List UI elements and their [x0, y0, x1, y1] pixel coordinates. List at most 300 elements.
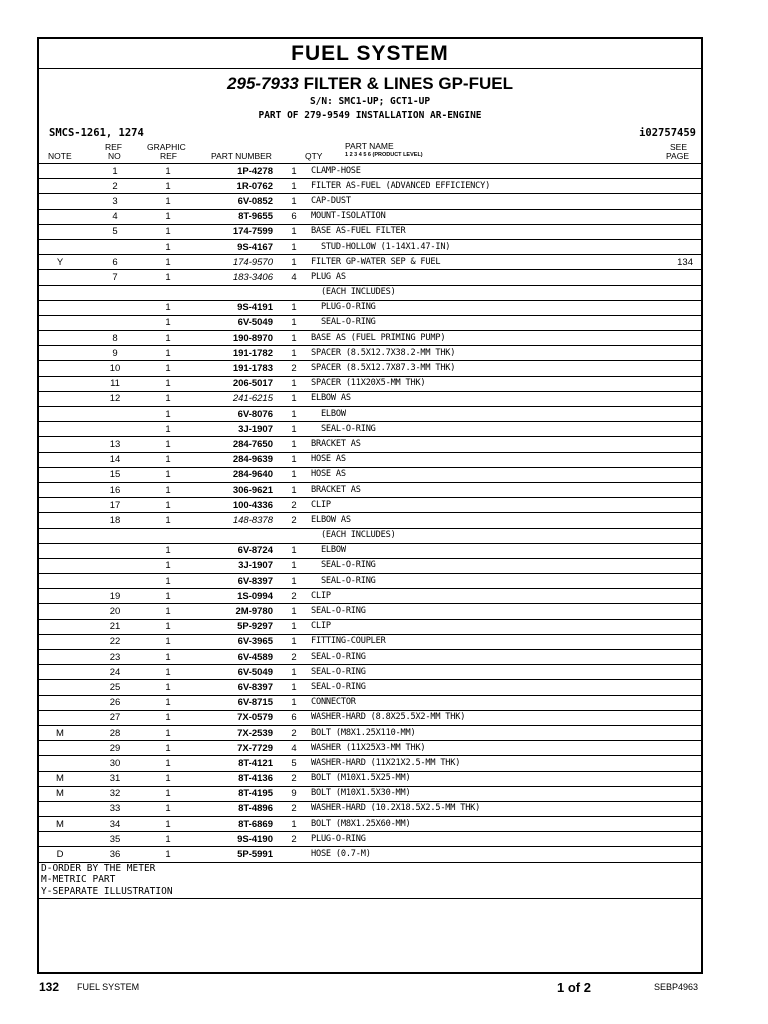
note-cell — [39, 695, 81, 710]
table-row — [39, 558, 701, 573]
part-name-cell: WASHER-HARD (10.2X18.5X2.5-MM THK) — [309, 801, 653, 816]
see-page-cell — [653, 467, 701, 482]
part-number-cell: 1S-0994 — [187, 589, 279, 604]
smcs-row — [39, 127, 701, 141]
see-page-cell — [653, 346, 701, 361]
ref-number-cell: 17 — [81, 498, 149, 513]
ref-number-cell — [81, 558, 149, 573]
part-name-cell: CLAMP-HOSE — [309, 164, 653, 179]
table-row — [39, 634, 701, 649]
part-number-cell: 284-7650 — [187, 437, 279, 452]
table-row — [39, 650, 701, 665]
quantity-cell: 1 — [279, 634, 309, 649]
part-number-cell — [187, 285, 279, 300]
ref-number-cell: 20 — [81, 604, 149, 619]
part-name-cell: STUD-HOLLOW (1-14X1.47-IN) — [309, 239, 653, 254]
quantity-cell: 1 — [279, 695, 309, 710]
note-cell — [39, 270, 81, 285]
part-name-cell: BASE AS-FUEL FILTER — [309, 224, 653, 239]
part-name-cell: CONNECTOR — [309, 695, 653, 710]
see-page-cell — [653, 391, 701, 406]
ref-number-cell: 30 — [81, 756, 149, 771]
see-page-cell — [653, 543, 701, 558]
see-page-cell — [653, 604, 701, 619]
part-number-cell: 8T-4136 — [187, 771, 279, 786]
quantity-cell: 1 — [279, 558, 309, 573]
part-number-cell: 6V-8724 — [187, 543, 279, 558]
part-name-cell: SEAL-O-RING — [309, 650, 653, 665]
page-footer — [37, 980, 703, 1000]
part-name-cell: ELBOW — [309, 543, 653, 558]
see-page-cell — [653, 331, 701, 346]
note-cell — [39, 194, 81, 209]
ref-number-cell: 29 — [81, 741, 149, 756]
quantity-cell: 1 — [279, 604, 309, 619]
part-name-cell: SEAL-O-RING — [309, 680, 653, 695]
part-number-cell: 6V-4589 — [187, 650, 279, 665]
graphic-ref-cell: 1 — [149, 604, 187, 619]
part-number-cell: 6V-5049 — [187, 665, 279, 680]
ref-number-cell: 21 — [81, 619, 149, 634]
see-page-cell — [653, 437, 701, 452]
see-page-cell — [653, 558, 701, 573]
ref-number-cell: 25 — [81, 680, 149, 695]
note-d: D-ORDER BY THE METER — [41, 862, 156, 874]
part-number-cell: 6V-8076 — [187, 407, 279, 422]
ref-number-cell: 6 — [81, 255, 149, 270]
note-cell — [39, 407, 81, 422]
note-cell — [39, 331, 81, 346]
col-note: NOTE — [48, 151, 72, 161]
quantity-cell — [279, 528, 309, 543]
graphic-ref-cell: 1 — [149, 695, 187, 710]
ref-number-cell: 10 — [81, 361, 149, 376]
ref-number-cell: 24 — [81, 665, 149, 680]
ref-number-cell: 36 — [81, 847, 149, 862]
note-cell — [39, 164, 81, 179]
col-ref-top: REF — [105, 142, 122, 152]
note-cell — [39, 498, 81, 513]
part-number-cell: 7X-0579 — [187, 710, 279, 725]
table-row — [39, 710, 701, 725]
ref-number-cell: 12 — [81, 391, 149, 406]
smcs-codes: SMCS-1261, 1274 — [49, 127, 144, 139]
see-page-cell — [653, 619, 701, 634]
part-number-cell: 174-9570 — [187, 255, 279, 270]
quantity-cell: 6 — [279, 710, 309, 725]
col-see-bottom: PAGE — [666, 151, 689, 161]
ref-number-cell: 31 — [81, 771, 149, 786]
note-cell: M — [39, 725, 81, 740]
ref-number-cell: 16 — [81, 482, 149, 497]
see-page-cell — [653, 224, 701, 239]
graphic-ref-cell: 1 — [149, 710, 187, 725]
page-number: 132 — [39, 980, 60, 994]
table-row — [39, 270, 701, 285]
see-page-cell — [653, 771, 701, 786]
graphic-ref-cell: 1 — [149, 725, 187, 740]
ref-number-cell: 23 — [81, 650, 149, 665]
part-name-cell: CLIP — [309, 498, 653, 513]
footer-section: FUEL SYSTEM — [77, 982, 140, 992]
part-name-cell: MOUNT-ISOLATION — [309, 209, 653, 224]
group-title — [39, 73, 701, 95]
part-number-cell: 3J-1907 — [187, 558, 279, 573]
see-page-cell — [653, 710, 701, 725]
ref-number-cell — [81, 528, 149, 543]
part-number-cell: 148-8378 — [187, 513, 279, 528]
see-page-cell — [653, 801, 701, 816]
graphic-ref-cell: 1 — [149, 665, 187, 680]
quantity-cell: 2 — [279, 650, 309, 665]
table-row — [39, 346, 701, 361]
table-row — [39, 179, 701, 194]
quantity-cell: 2 — [279, 725, 309, 740]
ref-number-cell — [81, 315, 149, 330]
quantity-cell: 2 — [279, 589, 309, 604]
table-row — [39, 437, 701, 452]
group-part-number: 295-7933 — [227, 74, 299, 93]
table-row — [39, 255, 701, 270]
quantity-cell: 1 — [279, 179, 309, 194]
note-cell: M — [39, 817, 81, 832]
note-cell — [39, 300, 81, 315]
note-cell — [39, 513, 81, 528]
note-cell — [39, 452, 81, 467]
see-page-cell — [653, 209, 701, 224]
see-page-cell — [653, 361, 701, 376]
graphic-ref-cell: 1 — [149, 270, 187, 285]
column-headers — [39, 141, 701, 164]
see-page-cell — [653, 513, 701, 528]
table-row — [39, 164, 701, 179]
note-cell — [39, 604, 81, 619]
part-name-cell: SPACER (11X20X5-MM THK) — [309, 376, 653, 391]
graphic-ref-cell: 1 — [149, 315, 187, 330]
part-number-cell: 1P-4278 — [187, 164, 279, 179]
part-name-cell: BOLT (M8X1.25X60-MM) — [309, 817, 653, 832]
table-row — [39, 224, 701, 239]
parts-page-frame — [37, 37, 703, 974]
graphic-ref-cell: 1 — [149, 255, 187, 270]
part-name-cell: WASHER-HARD (11X21X2.5-MM THK) — [309, 756, 653, 771]
note-cell — [39, 574, 81, 589]
quantity-cell: 1 — [279, 331, 309, 346]
table-row — [39, 300, 701, 315]
quantity-cell: 4 — [279, 741, 309, 756]
part-name-cell: BASE AS (FUEL PRIMING PUMP) — [309, 331, 653, 346]
part-number-cell: 8T-6869 — [187, 817, 279, 832]
note-cell — [39, 756, 81, 771]
table-row — [39, 376, 701, 391]
see-page-cell — [653, 847, 701, 862]
col-part-name: PART NAME — [345, 141, 394, 151]
quantity-cell: 1 — [279, 467, 309, 482]
table-row — [39, 665, 701, 680]
graphic-ref-cell: 1 — [149, 239, 187, 254]
note-cell — [39, 361, 81, 376]
col-ref-bottom: NO — [108, 151, 121, 161]
table-row — [39, 604, 701, 619]
quantity-cell: 1 — [279, 619, 309, 634]
quantity-cell: 1 — [279, 452, 309, 467]
page-title: FUEL SYSTEM — [39, 39, 701, 69]
note-cell: M — [39, 771, 81, 786]
table-row — [39, 832, 701, 847]
part-name-cell: ELBOW AS — [309, 513, 653, 528]
graphic-ref-cell — [149, 528, 187, 543]
part-name-cell: BOLT (M10X1.5X25-MM) — [309, 771, 653, 786]
graphic-ref-cell: 1 — [149, 422, 187, 437]
table-row — [39, 589, 701, 604]
part-name-cell: CLIP — [309, 589, 653, 604]
ref-number-cell: 8 — [81, 331, 149, 346]
quantity-cell — [279, 285, 309, 300]
part-number-cell: 6V-8397 — [187, 574, 279, 589]
quantity-cell: 2 — [279, 801, 309, 816]
part-number-cell: 284-9639 — [187, 452, 279, 467]
part-number-cell: 6V-0852 — [187, 194, 279, 209]
ref-number-cell — [81, 407, 149, 422]
part-name-cell: SEAL-O-RING — [309, 422, 653, 437]
ref-number-cell: 2 — [81, 179, 149, 194]
note-cell — [39, 741, 81, 756]
part-number-cell: 284-9640 — [187, 467, 279, 482]
note-cell — [39, 528, 81, 543]
note-cell — [39, 650, 81, 665]
graphic-ref-cell: 1 — [149, 331, 187, 346]
part-name-cell: SEAL-O-RING — [309, 315, 653, 330]
note-cell — [39, 619, 81, 634]
quantity-cell: 1 — [279, 543, 309, 558]
quantity-cell: 1 — [279, 817, 309, 832]
part-of-line: PART OF 279-9549 INSTALLATION AR-ENGINE — [258, 110, 482, 121]
quantity-cell: 1 — [279, 407, 309, 422]
quantity-cell: 1 — [279, 482, 309, 497]
part-number-cell: 9S-4167 — [187, 239, 279, 254]
table-row — [39, 498, 701, 513]
table-row — [39, 361, 701, 376]
note-cell — [39, 801, 81, 816]
note-cell — [39, 179, 81, 194]
col-part-number: PART NUMBER — [211, 151, 272, 161]
see-page-cell — [653, 179, 701, 194]
graphic-ref-cell: 1 — [149, 771, 187, 786]
quantity-cell: 1 — [279, 255, 309, 270]
part-number-cell: 6V-3965 — [187, 634, 279, 649]
see-page-cell — [653, 300, 701, 315]
ref-number-cell: 14 — [81, 452, 149, 467]
graphic-ref-cell: 1 — [149, 437, 187, 452]
note-cell — [39, 239, 81, 254]
see-page-cell — [653, 665, 701, 680]
part-number-cell: 306-9621 — [187, 482, 279, 497]
quantity-cell: 1 — [279, 315, 309, 330]
parts-table — [39, 164, 701, 863]
graphic-ref-cell: 1 — [149, 589, 187, 604]
document-id: i02757459 — [639, 127, 696, 139]
part-name-cell: SEAL-O-RING — [309, 574, 653, 589]
quantity-cell: 2 — [279, 771, 309, 786]
graphic-ref-cell: 1 — [149, 361, 187, 376]
table-row — [39, 741, 701, 756]
table-row — [39, 482, 701, 497]
see-page-cell — [653, 756, 701, 771]
part-name-cell: ELBOW AS — [309, 391, 653, 406]
note-cell — [39, 437, 81, 452]
part-number-cell: 8T-4896 — [187, 801, 279, 816]
table-row — [39, 528, 701, 543]
table-row — [39, 619, 701, 634]
see-page-cell — [653, 589, 701, 604]
part-name-cell: ELBOW — [309, 407, 653, 422]
part-name-cell: PLUG-O-RING — [309, 300, 653, 315]
quantity-cell: 1 — [279, 224, 309, 239]
part-number-cell: 3J-1907 — [187, 422, 279, 437]
ref-number-cell: 33 — [81, 801, 149, 816]
part-number-cell: 8T-9655 — [187, 209, 279, 224]
see-page-cell — [653, 422, 701, 437]
ref-number-cell: 4 — [81, 209, 149, 224]
see-page-cell — [653, 452, 701, 467]
graphic-ref-cell: 1 — [149, 574, 187, 589]
part-number-cell: 9S-4190 — [187, 832, 279, 847]
quantity-cell: 1 — [279, 665, 309, 680]
quantity-cell: 1 — [279, 680, 309, 695]
ref-number-cell: 5 — [81, 224, 149, 239]
part-name-cell: BOLT (M8X1.25X110-MM) — [309, 725, 653, 740]
quantity-cell: 6 — [279, 209, 309, 224]
ref-number-cell: 27 — [81, 710, 149, 725]
graphic-ref-cell: 1 — [149, 224, 187, 239]
quantity-cell: 1 — [279, 391, 309, 406]
part-name-cell: FILTER AS-FUEL (ADVANCED EFFICIENCY) — [309, 179, 653, 194]
part-name-cell: WASHER-HARD (8.8X25.5X2-MM THK) — [309, 710, 653, 725]
table-row — [39, 407, 701, 422]
ref-number-cell: 3 — [81, 194, 149, 209]
graphic-ref-cell: 1 — [149, 558, 187, 573]
ref-number-cell: 15 — [81, 467, 149, 482]
graphic-ref-cell: 1 — [149, 832, 187, 847]
table-row — [39, 315, 701, 330]
ref-number-cell: 32 — [81, 786, 149, 801]
ref-number-cell: 28 — [81, 725, 149, 740]
quantity-cell: 2 — [279, 513, 309, 528]
note-cell — [39, 482, 81, 497]
ref-number-cell — [81, 300, 149, 315]
see-page-cell — [653, 315, 701, 330]
ref-number-cell — [81, 422, 149, 437]
part-number-cell: 206-5017 — [187, 376, 279, 391]
table-row — [39, 801, 701, 816]
see-page-cell: 134 — [653, 255, 701, 270]
part-number-cell: 190-8970 — [187, 331, 279, 346]
part-name-cell: BRACKET AS — [309, 482, 653, 497]
notes-legend — [39, 863, 701, 900]
ref-number-cell: 18 — [81, 513, 149, 528]
ref-number-cell: 7 — [81, 270, 149, 285]
table-row — [39, 513, 701, 528]
quantity-cell: 1 — [279, 376, 309, 391]
part-number-cell: 8T-4121 — [187, 756, 279, 771]
col-qty: QTY — [305, 151, 323, 161]
ref-number-cell — [81, 239, 149, 254]
quantity-cell: 1 — [279, 194, 309, 209]
graphic-ref-cell: 1 — [149, 543, 187, 558]
quantity-cell — [279, 847, 309, 862]
note-cell — [39, 710, 81, 725]
table-row — [39, 574, 701, 589]
graphic-ref-cell: 1 — [149, 194, 187, 209]
graphic-ref-cell: 1 — [149, 376, 187, 391]
quantity-cell: 1 — [279, 346, 309, 361]
sheet-count: 1 of 2 — [557, 980, 591, 995]
see-page-cell — [653, 270, 701, 285]
table-row — [39, 786, 701, 801]
table-row — [39, 194, 701, 209]
part-number-cell: 1R-0762 — [187, 179, 279, 194]
part-name-cell: BOLT (M10X1.5X30-MM) — [309, 786, 653, 801]
part-name-cell: HOSE (0.7-M) — [309, 847, 653, 862]
parts-table-body — [39, 164, 701, 862]
part-name-cell: SEAL-O-RING — [309, 604, 653, 619]
note-cell — [39, 589, 81, 604]
part-number-cell: 6V-8715 — [187, 695, 279, 710]
see-page-cell — [653, 650, 701, 665]
note-cell — [39, 680, 81, 695]
table-row — [39, 680, 701, 695]
note-cell — [39, 315, 81, 330]
part-name-cell: CLIP — [309, 619, 653, 634]
note-cell: D — [39, 847, 81, 862]
note-cell — [39, 832, 81, 847]
part-number-cell: 2M-9780 — [187, 604, 279, 619]
table-row — [39, 817, 701, 832]
part-name-cell: SPACER (8.5X12.7X87.3-MM THK) — [309, 361, 653, 376]
see-page-cell — [653, 832, 701, 847]
table-row — [39, 209, 701, 224]
part-number-cell: 191-1783 — [187, 361, 279, 376]
graphic-ref-cell: 1 — [149, 801, 187, 816]
note-cell — [39, 634, 81, 649]
part-number-cell: 174-7599 — [187, 224, 279, 239]
part-name-cell: BRACKET AS — [309, 437, 653, 452]
see-page-cell — [653, 817, 701, 832]
graphic-ref-cell: 1 — [149, 634, 187, 649]
part-name-cell: HOSE AS — [309, 452, 653, 467]
see-page-cell — [653, 285, 701, 300]
quantity-cell: 5 — [279, 756, 309, 771]
part-number-cell: 8T-4195 — [187, 786, 279, 801]
quantity-cell: 4 — [279, 270, 309, 285]
see-page-cell — [653, 498, 701, 513]
see-page-cell — [653, 680, 701, 695]
note-cell — [39, 543, 81, 558]
table-row — [39, 725, 701, 740]
part-number-cell: 9S-4191 — [187, 300, 279, 315]
see-page-cell — [653, 376, 701, 391]
table-row — [39, 756, 701, 771]
note-cell — [39, 224, 81, 239]
see-page-cell — [653, 164, 701, 179]
see-page-cell — [653, 528, 701, 543]
note-cell — [39, 346, 81, 361]
table-row — [39, 771, 701, 786]
graphic-ref-cell: 1 — [149, 482, 187, 497]
part-name-cell: SEAL-O-RING — [309, 665, 653, 680]
part-number-cell: 100-4336 — [187, 498, 279, 513]
quantity-cell: 1 — [279, 437, 309, 452]
